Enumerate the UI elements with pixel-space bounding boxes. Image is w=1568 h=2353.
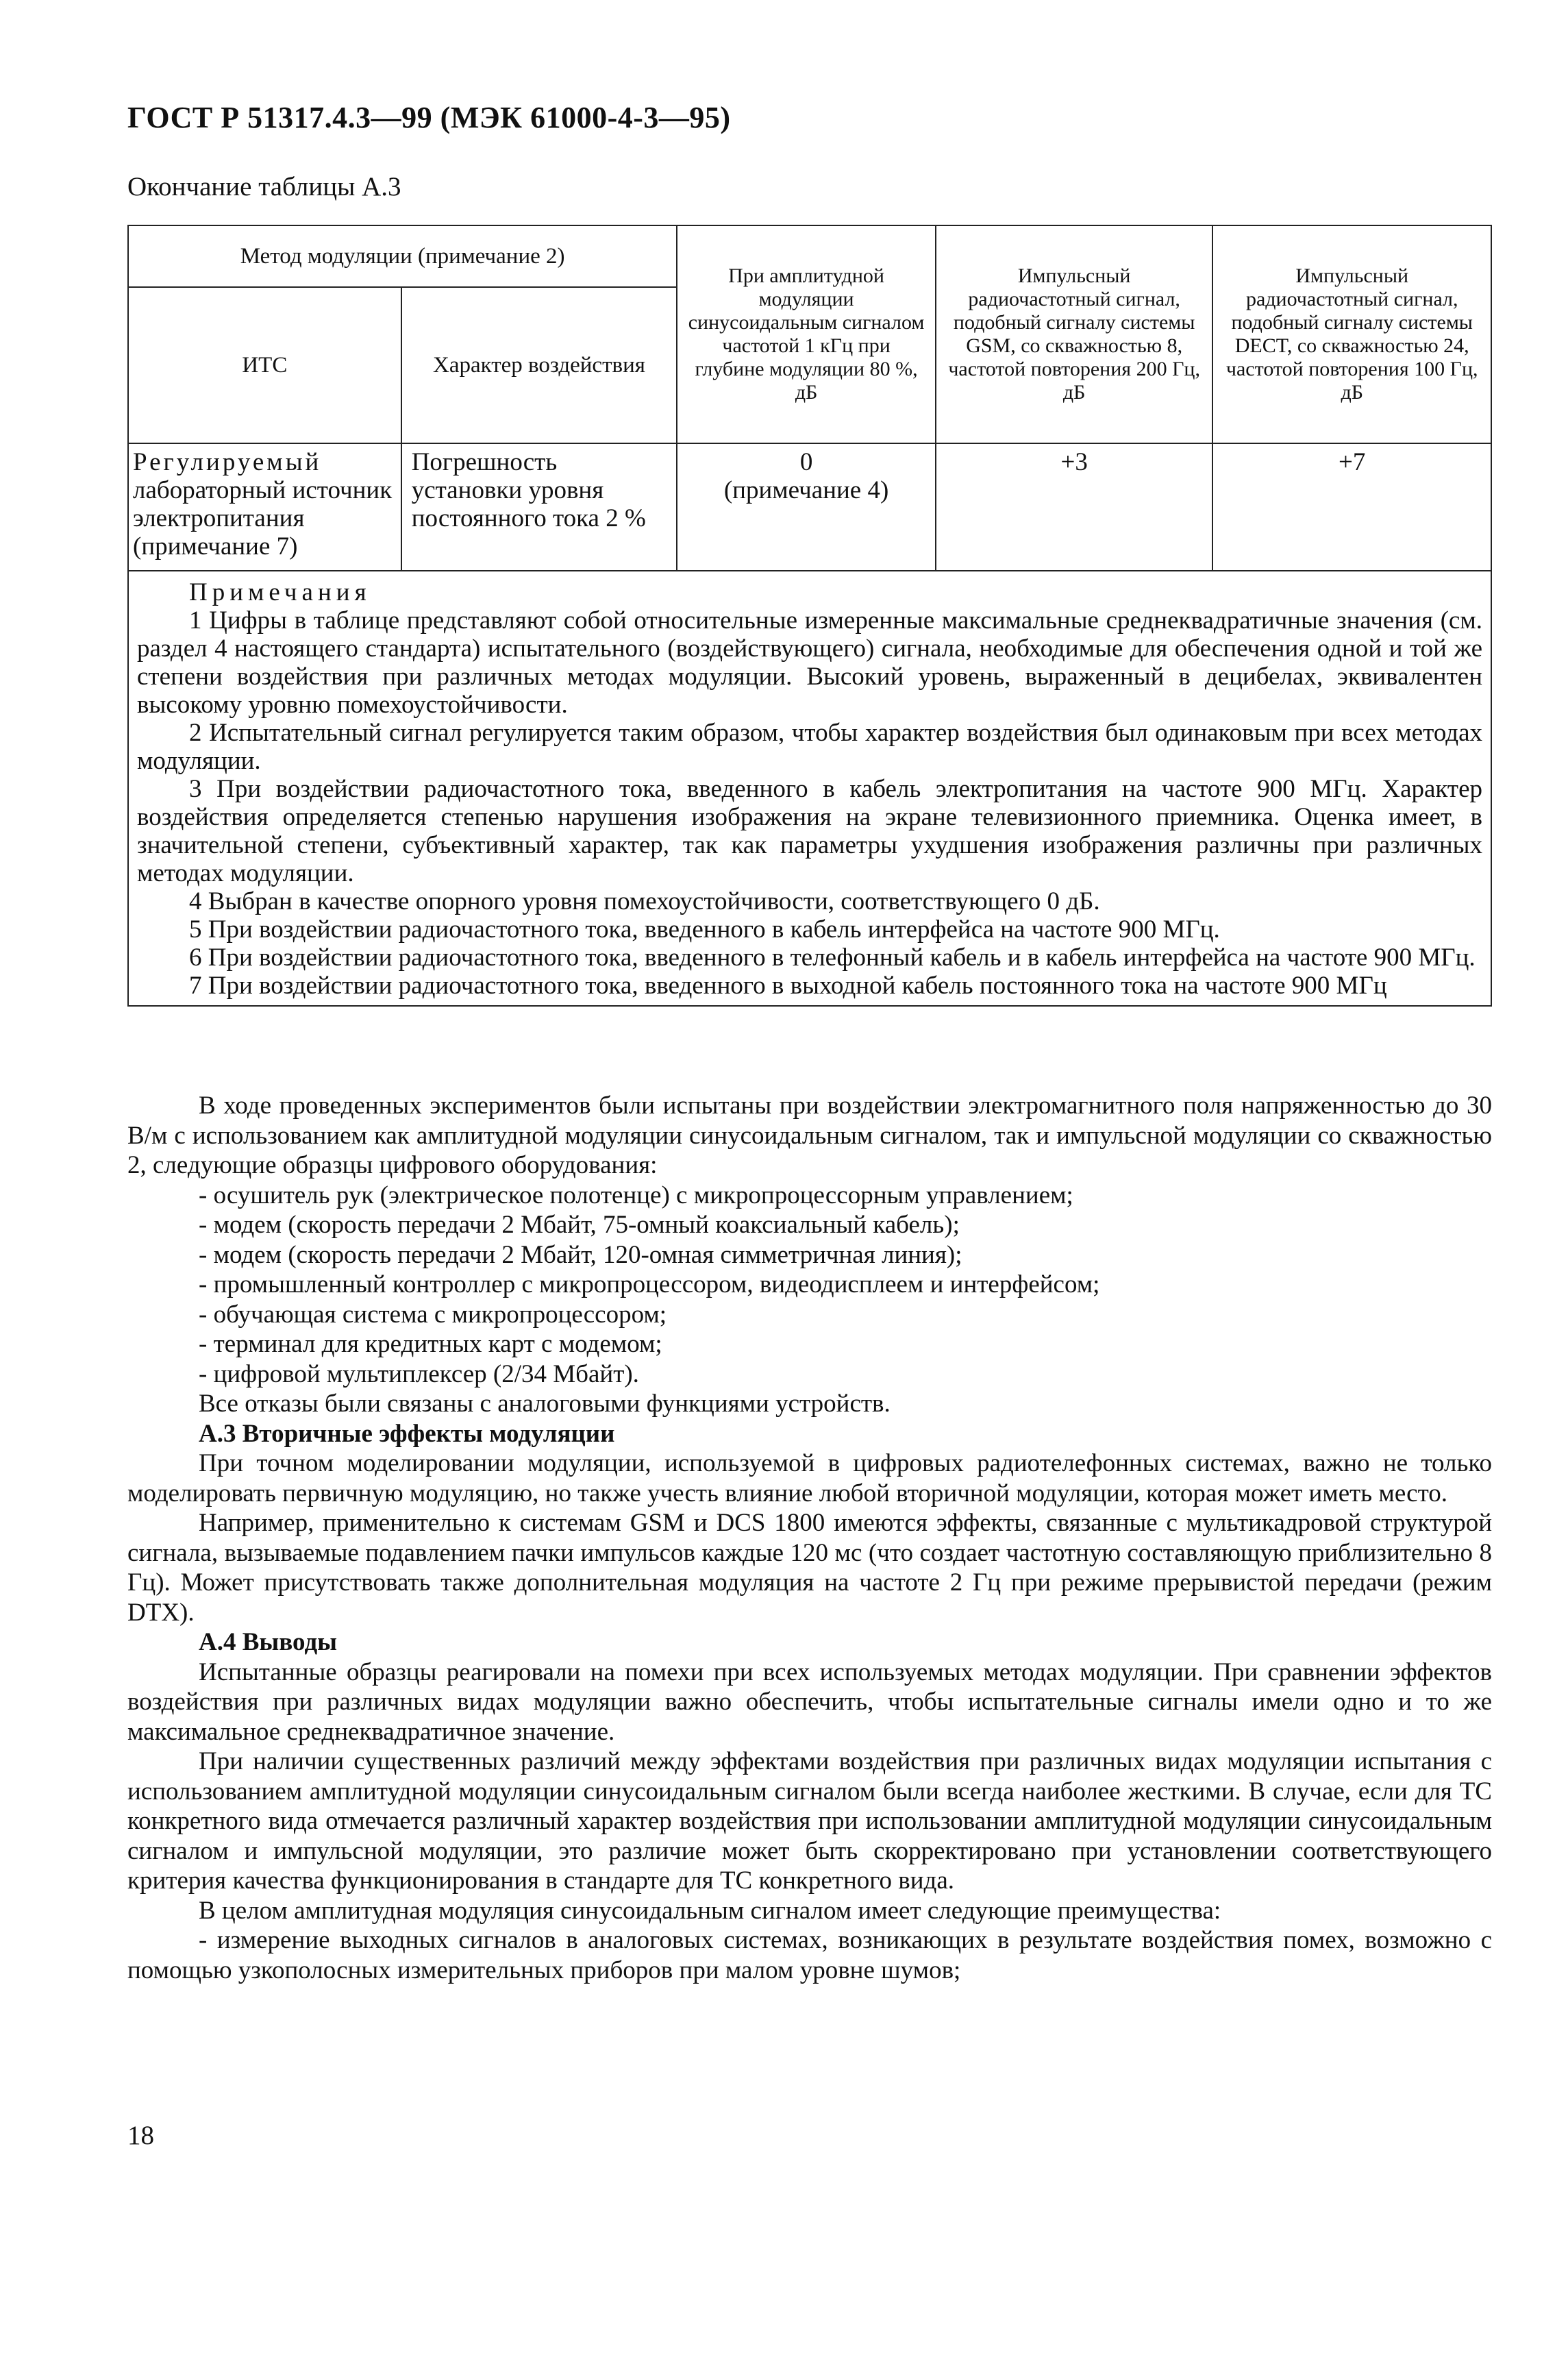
cell-its: Регулируемый лабораторный источник электропитания (примечание 7): [128, 443, 401, 571]
cell-gsm: +3: [936, 443, 1213, 571]
table-notes: [128, 571, 1491, 1006]
a4-paragraph-2: При наличии существенных различий между эффектами воздействия при различных видах модуляции испытания с использованием амплитудной модуляции синусоидальным сигналом были всегда наиболее жесткими. В случае, если для ТС конкретного вида отмечается различный характер воздействия при использовании амплитудной модуляции синусоидальным сигналом и импульсной модуляции, это различие может быть скорректировано при установлении соответствующего критерия качества функционирования в стандарте для ТС конкретного вида.: [127, 1747, 1492, 1895]
cell-am: 0 (примечание 4): [677, 443, 936, 571]
notes-title: Примечания: [189, 578, 371, 606]
header-gsm: Импульсный радиочастотный сигнал, подобный сигналу системы GSM, со скважностью 8, частотой повторения 200 Гц, дБ: [936, 225, 1213, 443]
note-1: 1 Цифры в таблице представляют собой относительные измеренные максимальные среднеквадратичные значения (см. раздел 4 настоящего стандарта) испытательного (воздействующего) сигнала, необходимые для обеспечения одной и той же степени воздействия при различных методах модуляции. Высокий уровень, выраженный в децибелах, эквивалентен высокому уровню помехоустойчивости.: [137, 606, 1482, 719]
list-item: - цифровой мультиплексер (2/34 Мбайт).: [199, 1359, 639, 1388]
a3-paragraph-2: Например, применительно к системам GSM и DCS 1800 имеются эффекты, связанные с мультикадровой структурой сигнала, вызываемые подавлением пачки импульсов каждые 120 мс (что создает частотную составляющую приблизительно 8 Гц). Может присутствовать также дополнительная модуляция на частоте 2 Гц при режиме прерывистой передачи (режим DTX).: [127, 1509, 1492, 1627]
header-modulation-method: Метод модуляции (примечание 2): [128, 225, 677, 287]
note-7: 7 При воздействии радиочастотного тока, введенного в выходной кабель постоянного тока на частоте 900 МГц: [189, 972, 1387, 1000]
note-5: 5 При воздействии радиочастотного тока, введенного в кабель интерфейса на частоте 900 МГц.: [189, 915, 1220, 944]
header-its: ИТС: [128, 287, 401, 443]
list-item: - модем (скорость передачи 2 Мбайт, 75-омный коаксиальный кабель);: [199, 1211, 960, 1239]
a4-paragraph-1: Испытанные образцы реагировали на помехи при всех используемых методах модуляции. При сравнении эффектов воздействия при различных видах модуляции важно обеспечить, чтобы испытательные сигналы имели одно и то же максимальное среднеквадратичное значение.: [127, 1658, 1492, 1746]
table-caption: Окончание таблицы А.3: [127, 172, 401, 201]
intro-paragraph: В ходе проведенных экспериментов были испытаны при воздействии электромагнитного поля напряженностью до 30 В/м с использованием как амплитудной модуляции синусоидальным сигналом, так и импульсной модуляции со скважностью 2, следующие образцы цифрового оборудования:: [127, 1092, 1492, 1179]
header-dect: Импульсный радиочастотный сигнал, подобный сигналу системы DECT, со скважностью 24, частотой повторения 100 Гц, дБ: [1212, 225, 1491, 443]
list-conclusion: Все отказы были связаны с аналоговыми функциями устройств.: [199, 1390, 891, 1418]
list-item: - осушитель рук (электрическое полотенце) с микропроцессорным управлением;: [199, 1181, 1073, 1209]
page-number: 18: [127, 2121, 154, 2150]
a3-paragraph-1: При точном моделировании модуляции, используемой в цифровых радиотелефонных системах, важно не только моделировать первичную модуляцию, но также учесть влияние любой вторичной модуляции, которая может иметь место.: [127, 1449, 1492, 1507]
note-6: 6 При воздействии радиочастотного тока, введенного в телефонный кабель и в кабель интерфейса на частоте 900 МГц.: [189, 944, 1476, 972]
body-text: [127, 1091, 1492, 1985]
list-item: - модем (скорость передачи 2 Мбайт, 120-омная симметричная линия);: [199, 1240, 962, 1269]
list-item: - терминал для кредитных карт с модемом;: [199, 1330, 662, 1358]
section-a4-heading: А.4 Выводы: [199, 1628, 338, 1656]
note-4: 4 Выбран в качестве опорного уровня помехоустойчивости, соответствующего 0 дБ.: [189, 887, 1100, 915]
note-2: 2 Испытательный сигнал регулируется таким образом, чтобы характер воздействия был одинаковым при всех методах модуляции.: [137, 719, 1482, 775]
a4-list-item: - измерение выходных сигналов в аналоговых системах, возникающих в результате воздействия помех, возможно с помощью узкополосных измерительных приборов при малом уровне шумов;: [127, 1926, 1492, 1984]
header-am: При амплитудной модуляции синусоидальным сигналом частотой 1 кГц при глубине модуляции 80 %, дБ: [677, 225, 936, 443]
page-header: ГОСТ Р 51317.4.3—99 (МЭК 61000-4-3—95): [127, 101, 731, 134]
table-row: [128, 443, 1491, 571]
section-a3-heading: А.3 Вторичные эффекты модуляции: [199, 1419, 615, 1448]
list-item: - обучающая система с микропроцессором;: [199, 1300, 667, 1329]
note-3: 3 При воздействии радиочастотного тока, введенного в кабель электропитания на частоте 900 МГц. Характер воздействия определяется степенью нарушения изображения на экране телевизионного приемника. Оценка имеет, в значительной степени, субъективный характер, так как параметры ухудшения изображения различны при различных методах модуляции.: [137, 775, 1482, 887]
a4-paragraph-3: В целом амплитудная модуляция синусоидальным сигналом имеет следующие преимущества:: [199, 1896, 1221, 1925]
header-effect: Характер воздействия: [401, 287, 677, 443]
cell-effect: Погрешность установки уровня постоянного тока 2 %: [401, 443, 677, 571]
modulation-table: [127, 225, 1492, 1007]
list-item: - промышленный контроллер с микропроцессором, видеодисплеем и интерфейсом;: [199, 1270, 1100, 1298]
cell-dect: +7: [1212, 443, 1491, 571]
